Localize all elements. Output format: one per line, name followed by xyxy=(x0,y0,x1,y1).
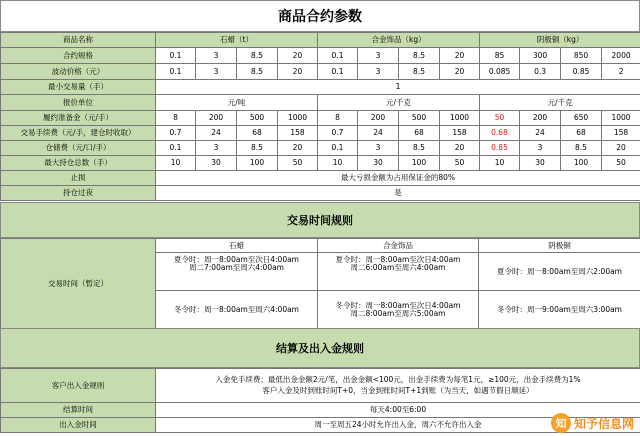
table-cell: 158 xyxy=(278,126,318,141)
table-cell: 100 xyxy=(399,156,440,171)
table-cell: 850 xyxy=(561,48,602,64)
table-cell: 50 xyxy=(602,156,640,171)
header-row-label: 商品名称 xyxy=(1,33,156,48)
table-cell: 50 xyxy=(440,156,480,171)
table-cell: 10 xyxy=(318,156,358,171)
table-cell: 3 xyxy=(358,141,399,156)
summer-time: 夏令时：周一8:00am至周六2:00am xyxy=(479,253,640,291)
table-cell: 0.1 xyxy=(156,141,196,156)
table-cell: 8.5 xyxy=(399,141,440,156)
table-row xyxy=(1,369,640,403)
row-label: 最小交易量（手） xyxy=(1,80,156,95)
settlement-rule-line: 入金免手续费；最低出金金额2元/笔，出金金额<100元，出金手续费为每笔1元，≥100元，出金手续费为1% xyxy=(215,374,581,384)
table-cell: 8.5 xyxy=(561,141,602,156)
table-cell: 30 xyxy=(520,156,561,171)
row-label: 客户出入金规则 xyxy=(1,369,156,403)
table-cell: 8.5 xyxy=(399,64,440,80)
row-label: 仓储费（元/口/手） xyxy=(1,141,156,156)
trading-product: 石蜡 xyxy=(156,239,318,253)
table-row xyxy=(1,171,640,186)
quote-unit: 元/千克 xyxy=(318,95,480,111)
trading-time-label: 交易时间（暂定） xyxy=(1,239,156,329)
fees-table xyxy=(0,110,640,201)
table-row xyxy=(1,95,640,111)
table-cell: 30 xyxy=(196,156,237,171)
table-cell: 20 xyxy=(440,141,480,156)
table-cell: 100 xyxy=(237,156,278,171)
row-label: 结算时间 xyxy=(1,403,156,418)
table-cell: 3 xyxy=(520,141,561,156)
settlement-table xyxy=(0,368,640,433)
row-label: 止损 xyxy=(1,171,156,186)
table-cell: 68 xyxy=(399,126,440,141)
row-label: 最大持仓总数（手） xyxy=(1,156,156,171)
table-cell: 2 xyxy=(602,64,640,80)
stop-loss-value: 最大亏损金额为占用保证金的80% xyxy=(156,171,640,186)
table-cell: 0.85 xyxy=(480,141,520,156)
table-cell: 24 xyxy=(196,126,237,141)
table-cell: 100 xyxy=(561,156,602,171)
row-label: 合约规格 xyxy=(1,48,156,64)
table-cell: 1000 xyxy=(278,111,318,126)
table-row xyxy=(1,186,640,201)
trading-product: 合金饰品 xyxy=(318,239,479,253)
trading-section-title: 交易时间规则 xyxy=(0,202,640,238)
table-cell: 8.5 xyxy=(237,64,278,80)
table-cell: 8.5 xyxy=(237,141,278,156)
table-cell: 0.1 xyxy=(156,48,196,64)
table-row xyxy=(1,64,640,80)
quote-unit: 元/千克 xyxy=(480,95,640,111)
row-label: 交易手续费（元/手，建仓时收取） xyxy=(1,126,156,141)
watermark xyxy=(551,412,634,434)
table-cell: 0.68 xyxy=(480,126,520,141)
table-row xyxy=(1,111,640,126)
table-cell: 3 xyxy=(358,48,399,64)
table-cell: 20 xyxy=(278,48,318,64)
table-cell: 0.1 xyxy=(318,141,358,156)
hold-over-value: 是 xyxy=(156,186,640,201)
table-cell: 20 xyxy=(278,64,318,80)
table-cell: 0.085 xyxy=(480,64,520,80)
table-cell: 24 xyxy=(520,126,561,141)
trading-time-table xyxy=(0,238,640,329)
row-label: 报价单位 xyxy=(1,95,156,111)
table-cell: 200 xyxy=(196,111,237,126)
table-cell: 20 xyxy=(440,64,480,80)
trading-product: 阴极铜 xyxy=(479,239,640,253)
quote-unit: 元/吨 xyxy=(156,95,318,111)
min-trade-value: 1 xyxy=(156,80,640,95)
table-row xyxy=(1,80,640,95)
table-cell: 0.7 xyxy=(318,126,358,141)
table-cell: 3 xyxy=(196,48,237,64)
settlement-rule xyxy=(156,369,640,403)
page-title: 商品合约参数 xyxy=(0,0,640,32)
table-cell: 8 xyxy=(318,111,358,126)
table-cell: 8.5 xyxy=(399,48,440,64)
product-header: 石蜡（t） xyxy=(156,33,318,48)
table-cell: 158 xyxy=(440,126,480,141)
settlement-rule-line: 客户入金及时到账时间T+0，当金到账时间T+1到账（为当天，如遇节假日顺延） xyxy=(262,385,534,395)
summer-time: 夏令时：周一8:00am至次日4:00am 周二6:00am至周六4:00am xyxy=(318,253,479,291)
table-row xyxy=(1,141,640,156)
table-cell: 0.1 xyxy=(156,64,196,80)
table-cell: 0.85 xyxy=(561,64,602,80)
table-row xyxy=(1,48,640,64)
deposit-time: 周一至周五24小时允许出入金，周六不允许出入金 xyxy=(156,418,640,433)
settlement-section-title: 结算及出入金规则 xyxy=(0,328,640,368)
summer-time: 夏令时：周一8:00am至次日4:00am 周二7:00am至周六4:00am xyxy=(156,253,318,291)
product-header: 阴极铜（kg） xyxy=(480,33,640,48)
table-cell: 3 xyxy=(358,64,399,80)
params-table xyxy=(0,32,640,111)
table-row xyxy=(1,418,640,433)
row-label: 持仓过夜 xyxy=(1,186,156,201)
table-cell: 500 xyxy=(237,111,278,126)
table-cell: 8.5 xyxy=(237,48,278,64)
table-cell: 30 xyxy=(358,156,399,171)
row-label: 履约准备金（元/手） xyxy=(1,111,156,126)
table-cell: 85 xyxy=(480,48,520,64)
table-cell: 0.1 xyxy=(318,64,358,80)
winter-time: 冬令时：周一8:00am至次日4:00am 周二8:00am至周六5:00am xyxy=(318,291,479,329)
watermark-text: 知予信息网 xyxy=(573,416,634,431)
table-cell: 0.3 xyxy=(520,64,561,80)
table-cell: 3 xyxy=(196,64,237,80)
table-cell: 10 xyxy=(156,156,196,171)
table-cell: 0.1 xyxy=(318,48,358,64)
table-cell: 2000 xyxy=(602,48,640,64)
product-header: 合金饰品（kg） xyxy=(318,33,480,48)
table-cell: 200 xyxy=(520,111,561,126)
table-cell: 200 xyxy=(358,111,399,126)
table-cell: 10 xyxy=(480,156,520,171)
row-label: 出入金时间 xyxy=(1,418,156,433)
winter-time: 冬令时：周一8:00am至周六4:00am xyxy=(156,291,318,329)
table-cell: 1000 xyxy=(440,111,480,126)
table-row xyxy=(1,126,640,141)
table-cell: 24 xyxy=(358,126,399,141)
watermark-logo-icon: 知 xyxy=(551,413,571,433)
table-cell: 50 xyxy=(278,156,318,171)
table-cell: 20 xyxy=(278,141,318,156)
table-cell: 8 xyxy=(156,111,196,126)
table-cell: 3 xyxy=(196,141,237,156)
table-cell: 68 xyxy=(561,126,602,141)
table-cell: 20 xyxy=(440,48,480,64)
settlement-time: 每天4:00至6:00 xyxy=(156,403,640,418)
table-row xyxy=(1,156,640,171)
table-cell: 158 xyxy=(602,126,640,141)
table-cell: 50 xyxy=(480,111,520,126)
table-cell: 500 xyxy=(399,111,440,126)
table-cell: 300 xyxy=(520,48,561,64)
table-cell: 20 xyxy=(602,141,640,156)
table-cell: 68 xyxy=(237,126,278,141)
table-cell: 1000 xyxy=(602,111,640,126)
table-row xyxy=(1,403,640,418)
row-label: 波动价格（元） xyxy=(1,64,156,80)
table-cell: 650 xyxy=(561,111,602,126)
winter-time: 冬令时：周一9:00am至周六3:00am xyxy=(479,291,640,329)
table-cell: 0.7 xyxy=(156,126,196,141)
